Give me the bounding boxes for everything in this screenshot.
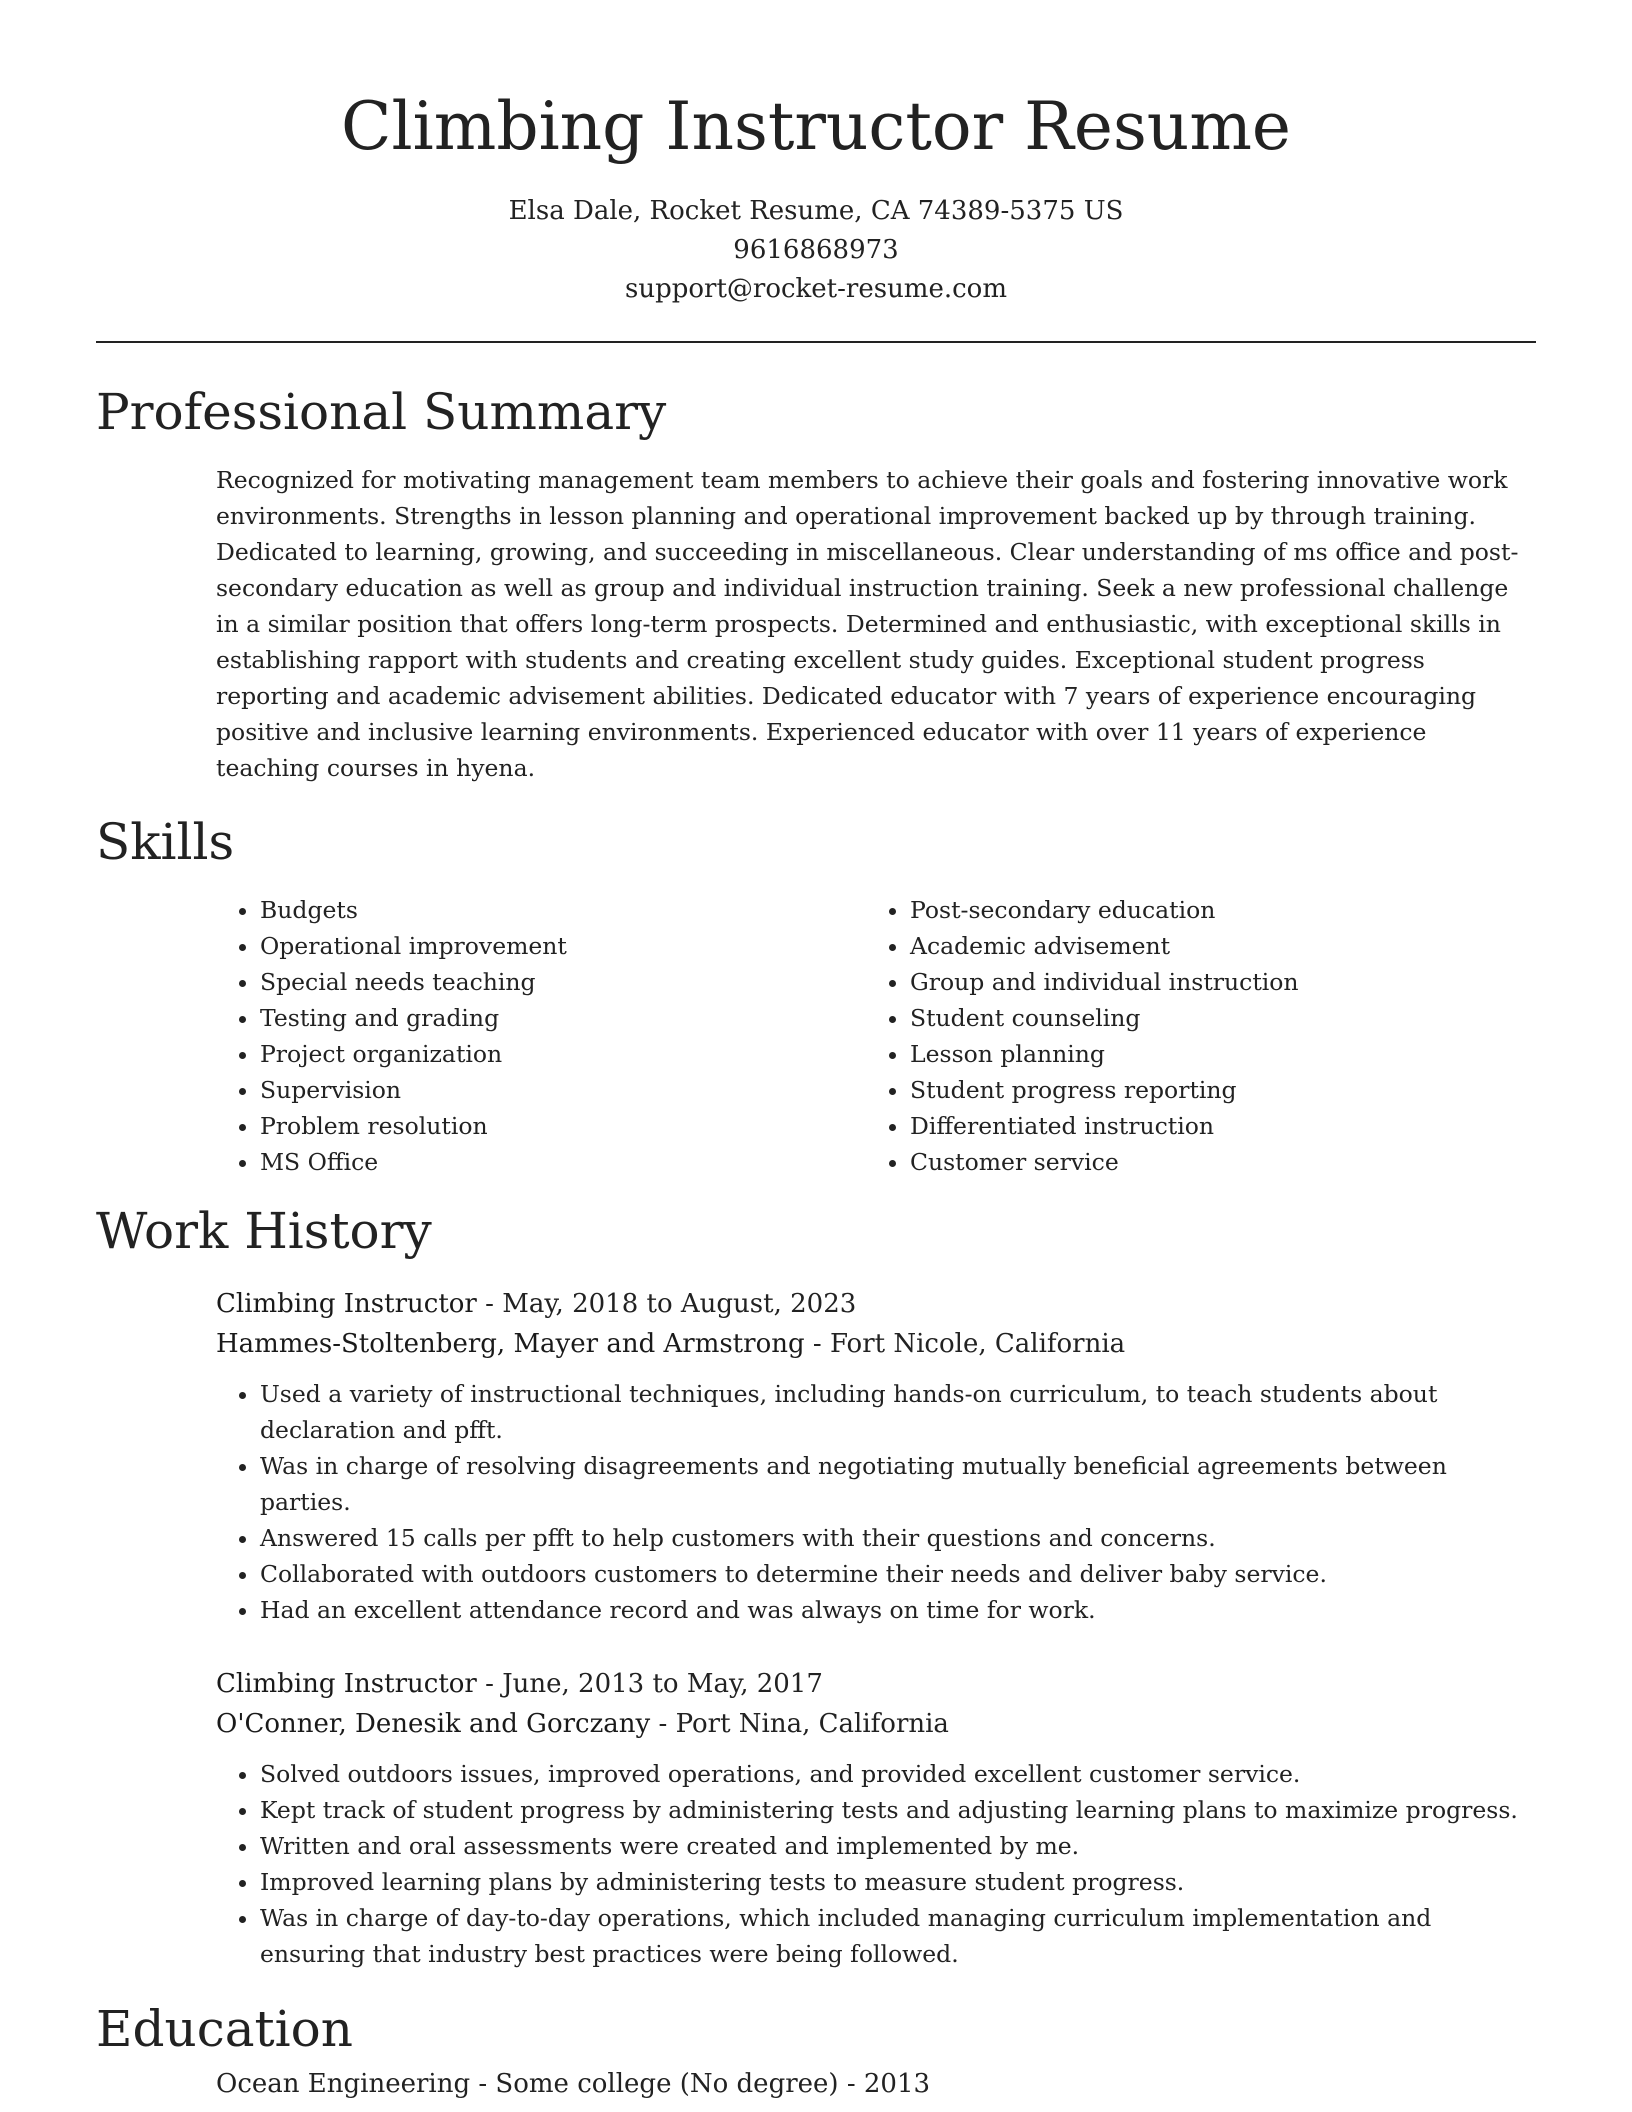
skills-column-left — [216, 892, 866, 1180]
job-location: Fort Nicole, California — [829, 1329, 1126, 1359]
skill-item: • Supervision — [260, 1072, 866, 1108]
contact-phone: 9616868973 — [733, 235, 899, 265]
skill-item: • Academic advisement — [910, 928, 1516, 964]
skill-item: • MS Office — [260, 1144, 866, 1180]
education-heading: Education — [96, 2000, 353, 2058]
contact-address: Elsa Dale, Rocket Resume, CA 74389-5375 US — [508, 196, 1124, 226]
skill-item: • Special needs teaching — [260, 964, 866, 1000]
education-entry: Ocean Engineering - Some college (No degree) - 2013 — [216, 2069, 931, 2099]
skills-list — [216, 892, 1536, 1180]
job-entry — [216, 1664, 1536, 1972]
contact-email: support@rocket-resume.com — [624, 274, 1007, 304]
skill-item: • Project organization — [260, 1036, 866, 1072]
job-bullet: • Solved outdoors issues, improved operations, and provided excellent customer service. — [260, 1756, 1536, 1792]
job-bullet: • Was in charge of day-to-day operations, which included managing curriculum implementation and ensuring that industry best practices were being followed. — [260, 1900, 1536, 1972]
job-bullets — [216, 1376, 1536, 1628]
job-bullet: • Kept track of student progress by administering tests and adjusting learning plans to maximize progress. — [260, 1792, 1536, 1828]
skill-item: • Customer service — [910, 1144, 1516, 1180]
skill-item: • Group and individual instruction — [910, 964, 1516, 1000]
job-bullet: • Improved learning plans by administering tests to measure student progress. — [260, 1864, 1536, 1900]
job-title: Climbing Instructor — [216, 1669, 477, 1699]
job-bullet: • Was in charge of resolving disagreements and negotiating mutually beneficial agreements between parties. — [260, 1448, 1536, 1520]
job-dates: May, 2018 to August, 2023 — [502, 1289, 857, 1319]
job-bullet: • Answered 15 calls per pfft to help customers with their questions and concerns. — [260, 1520, 1536, 1556]
skill-item: • Operational improvement — [260, 928, 866, 964]
job-title-line: Climbing Instructor - May, 2018 to August, 2023 — [216, 1289, 857, 1319]
header-divider — [96, 341, 1536, 343]
job-company: Hammes-Stoltenberg, Mayer and Armstrong — [216, 1329, 805, 1359]
job-company-line: O'Conner, Denesik and Gorczany - Port Nina, California — [216, 1709, 949, 1739]
work-history-heading: Work History — [96, 1202, 432, 1260]
job-bullet: • Collaborated with outdoors customers to determine their needs and deliver baby service. — [260, 1556, 1536, 1592]
skill-item: • Differentiated instruction — [910, 1108, 1516, 1144]
skills-heading: Skills — [96, 813, 235, 871]
job-dates: June, 2013 to May, 2017 — [502, 1669, 823, 1699]
skill-item: • Student progress reporting — [910, 1072, 1516, 1108]
skills-column-right — [866, 892, 1516, 1180]
job-bullet: • Used a variety of instructional techniques, including hands-on curriculum, to teach students about declaration and pfft. — [260, 1376, 1536, 1448]
summary-heading: Professional Summary — [96, 383, 667, 441]
skill-item: • Testing and grading — [260, 1000, 866, 1036]
job-company: O'Conner, Denesik and Gorczany — [216, 1709, 651, 1739]
skill-item: • Student counseling — [910, 1000, 1516, 1036]
job-title: Climbing Instructor — [216, 1289, 477, 1319]
job-bullet: • Had an excellent attendance record and was always on time for work. — [260, 1592, 1536, 1628]
job-title-line: Climbing Instructor - June, 2013 to May, 2017 — [216, 1669, 823, 1699]
job-bullets — [216, 1756, 1536, 1972]
skill-item: • Lesson planning — [910, 1036, 1516, 1072]
skill-item: • Budgets — [260, 892, 866, 928]
job-company-line: Hammes-Stoltenberg, Mayer and Armstrong - Fort Nicole, California — [216, 1329, 1126, 1359]
job-entry — [216, 1284, 1536, 1628]
skill-item: • Post-secondary education — [910, 892, 1516, 928]
resume-title: Climbing Instructor Resume — [341, 88, 1291, 165]
skill-item: • Problem resolution — [260, 1108, 866, 1144]
summary-text: Recognized for motivating management team members to achieve their goals and fostering innovative work environments. Strengths in lesson planning and operational improvement backed up by through training. Dedicated to learning, growing, and succeeding in miscellaneous. Clear understanding of ms office and post-secondary education as well as group and individual instruction training. Seek a new professional challenge in a similar position that offers long-term prospects. Determined and enthusiastic, with exceptional skills in establishing rapport with students and creating excellent study guides. Exceptional student progress reporting and academic advisement abilities. Dedicated educator with 7 years of experience encouraging positive and inclusive learning environments. Experienced educator with over 11 years of experience teaching courses in hyena. — [216, 466, 1519, 782]
job-location: Port Nina, California — [675, 1709, 949, 1739]
contact-block — [96, 192, 1536, 309]
job-bullet: • Written and oral assessments were created and implemented by me. — [260, 1828, 1536, 1864]
